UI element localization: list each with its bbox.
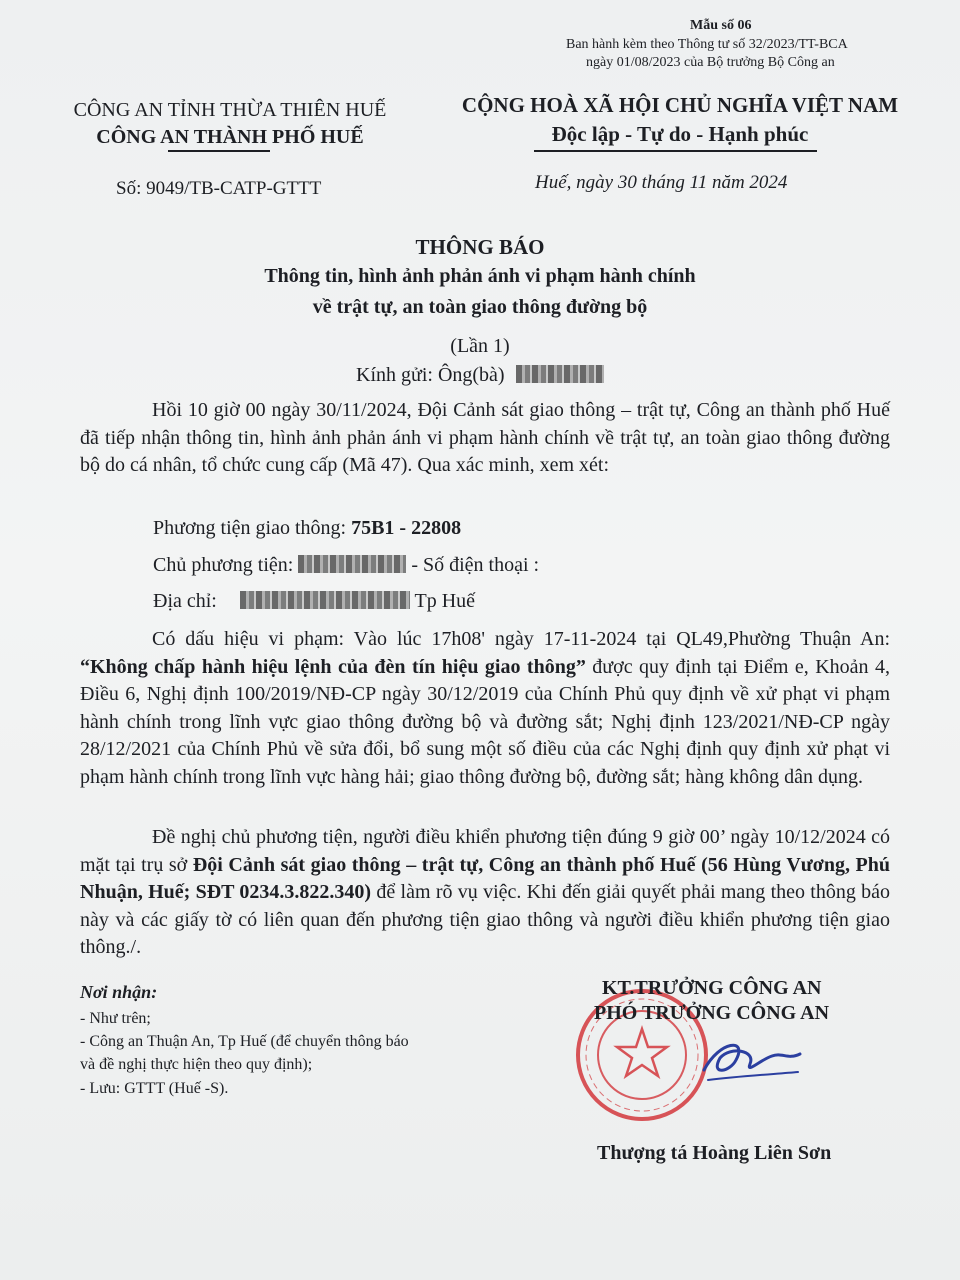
owner-label: Chủ phương tiện: bbox=[153, 554, 294, 576]
request-paragraph bbox=[80, 824, 890, 962]
agency-parent: CÔNG AN TỈNH THỪA THIÊN HUẾ bbox=[73, 99, 387, 121]
nation-motto: Độc lập - Tự do - Hạnh phúc bbox=[551, 122, 809, 146]
handwritten-signature-icon bbox=[690, 1030, 810, 1090]
doc-title: THÔNG BÁO bbox=[415, 235, 545, 259]
form-number: Mẫu số 06 bbox=[690, 18, 752, 33]
recipients-item-1: - Như trên; bbox=[80, 1010, 151, 1027]
vehicle-label: Phương tiện giao thông: bbox=[153, 517, 352, 539]
address-label: Địa chỉ: bbox=[153, 590, 217, 612]
redacted-owner-name bbox=[298, 555, 406, 573]
signature-line-1: KT.TRƯỞNG CÔNG AN bbox=[602, 977, 822, 999]
request-prefix: Đề nghị chủ phương tiện, người điều khiển phương tiện đúng 9 giờ 00’ ngày 10/12/2024 có mặt tại trụ sở bbox=[80, 826, 890, 876]
violation-name: “Không chấp hành hiệu lệnh của đèn tín hiệu giao thông” bbox=[80, 655, 586, 678]
request-suffix: để làm rõ vụ việc. Khi đến giải quyết phải mang theo thông báo này và các giấy tờ có liên quan đến phương tiện giao thông và người điều khiển phương tiện giao thông./. bbox=[80, 881, 891, 958]
address-city: Tp Huế bbox=[414, 590, 476, 612]
signer-name: Thượng tá Hoàng Liên Sơn bbox=[597, 1142, 832, 1164]
redacted-recipient-name bbox=[516, 365, 604, 383]
signature-line-2: PHÓ TRƯỞNG CÔNG AN bbox=[594, 1002, 830, 1024]
doc-subtitle-1: Thông tin, hình ảnh phản ánh vi phạm hành chính bbox=[264, 265, 696, 287]
doc-round: (Lần 1) bbox=[450, 335, 510, 357]
form-issued-line2: ngày 01/08/2023 của Bộ trưởng Bộ Công an bbox=[586, 55, 835, 70]
doc-number: Số: 9049/TB-CATP-GTTT bbox=[116, 178, 322, 199]
recipient-line bbox=[356, 364, 604, 387]
recipients-heading: Nơi nhận: bbox=[80, 982, 158, 1002]
agency-name: CÔNG AN THÀNH PHỐ HUẾ bbox=[96, 126, 364, 148]
place-date: Huế, ngày 30 tháng 11 năm 2024 bbox=[535, 172, 788, 193]
recipients-item-3: - Lưu: GTTT (Huế -S). bbox=[80, 1080, 229, 1097]
agency-underline bbox=[168, 150, 270, 152]
nation-title: CỘNG HOÀ XÃ HỘI CHỦ NGHĨA VIỆT NAM bbox=[461, 93, 899, 117]
violation-suffix: được quy định tại Điểm e, Khoản 4, Điều 6, Nghị định 100/2019/NĐ-CP ngày 30/12/2019 của Chính Phủ quy định về xử phạt vi phạm hành chính trong lĩnh vực giao thông đường bộ và đường sắt; Nghị định 123/2021/NĐ-CP ngày 28/12/2021 của Chính Phủ về sửa đổi, bổ sung một số điều của các Nghị định quy định xử phạt vi phạm hành chính trong lĩnh vực hàng hải; giao thông đường bộ, đường sắt; hàng không dân dụng. bbox=[80, 655, 890, 788]
phone-label: - Số điện thoại : bbox=[411, 554, 540, 576]
violation-prefix: Có dấu hiệu vi phạm: Vào lúc 17h08' ngày 17-11-2024 tại QL49,Phường Thuận An: bbox=[152, 628, 890, 650]
vehicle-plate: 75B1 - 22808 bbox=[351, 517, 462, 539]
intro-paragraph: Hồi 10 giờ 00 ngày 30/11/2024, Đội Cảnh sát giao thông – trật tự, Công an thành phố Huế đã tiếp nhận thông tin, hình ảnh phản ánh vi phạm hành chính về trật tự, an toàn giao thông đường bộ do cá nhân, tổ chức cung cấp (Mã 47). Qua xác minh, xem xét: bbox=[80, 399, 890, 476]
vehicle-line bbox=[153, 517, 461, 540]
doc-subtitle-2: về trật tự, an toàn giao thông đường bộ bbox=[312, 296, 648, 318]
violation-paragraph bbox=[80, 626, 890, 791]
address-line bbox=[153, 590, 475, 613]
request-place: Đội Cảnh sát giao thông – trật tự, Công an thành phố Huế (56 Hùng Vương, Phú Nhuận, Huế; SĐT 0234.3.822.340) bbox=[80, 853, 890, 903]
owner-line bbox=[153, 554, 539, 577]
recipients-item-2a: - Công an Thuận An, Tp Huế (để chuyển thông báo bbox=[80, 1033, 409, 1050]
form-issued-line1: Ban hành kèm theo Thông tư số 32/2023/TT-BCA bbox=[566, 37, 848, 52]
recipients-item-2b: và đề nghị thực hiện theo quy định); bbox=[80, 1056, 313, 1073]
recipient-label: Kính gửi: Ông(bà) bbox=[356, 364, 505, 386]
motto-underline bbox=[534, 150, 817, 152]
redacted-address bbox=[240, 591, 410, 609]
